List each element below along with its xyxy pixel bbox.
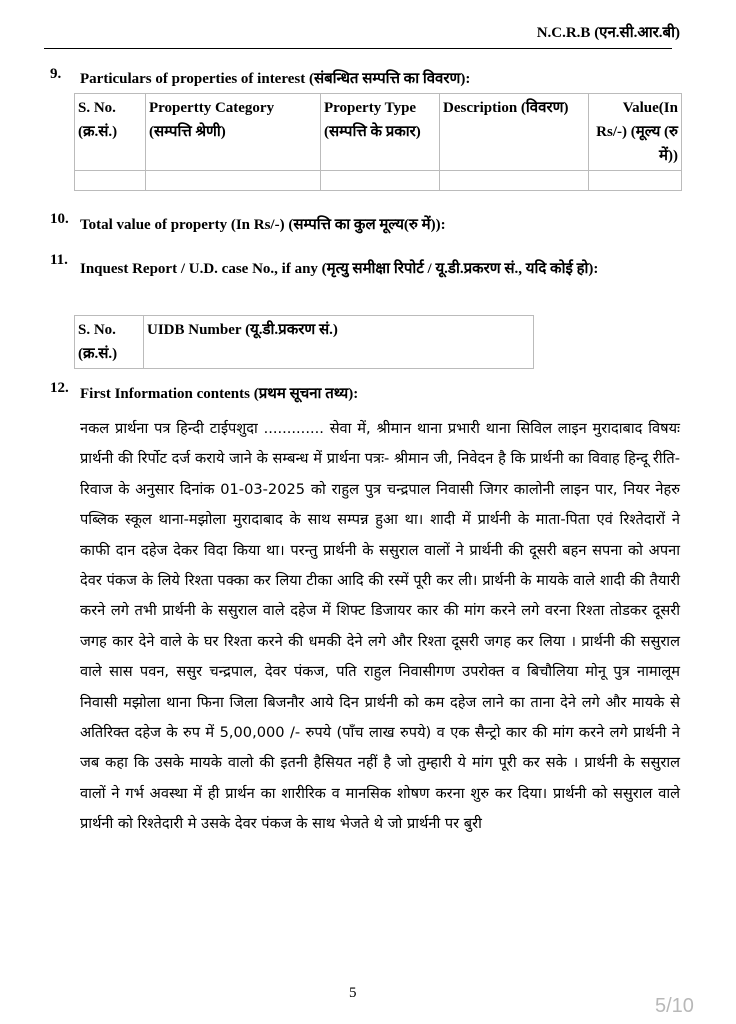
section-10-number: 10. — [50, 211, 69, 227]
page-indicator: 5/10 — [655, 995, 694, 1017]
inquest-table-header — [75, 316, 534, 369]
table-cell — [146, 171, 321, 191]
col-uidb-number: UIDB Number (यू.डी.प्रकरण सं.) — [144, 316, 534, 369]
col-category: Propertty Category (सम्पत्ति श्रेणी) — [146, 94, 321, 171]
inquest-table — [74, 315, 534, 369]
col-s-no: S. No. (क्र.सं.) — [75, 94, 146, 171]
section-11-number: 11. — [50, 252, 68, 268]
header-divider — [44, 48, 672, 49]
section-12-title: First Information contents (प्रथम सूचना तथ्य): — [80, 386, 359, 402]
fir-content-text: नकल प्रार्थना पत्र हिन्दी टाईपशुदा ............. सेवा में, श्रीमान थाना प्रभारी थाना सिविल लाइन मुरादाबाद विषयः प्रार्थनी की रिर्पोट दर्ज कराये जाने के सम्बन्ध में प्रार्थना पत्रः- श्रीमान जी, निवेदन है कि प्रार्थनी का विवाह हिन्दू रीति-रिवाज के अनुसार दिनांक 01-03-2025 को राहुल पुत्र चन्द्रपाल निवासी जिगर कालोनी लाइन पार, नियर नेहरु पब्लिक स्कूल थाना-मझोला मुरादाबाद के साथ सम्पन्न हुआ था। शादी में प्रार्थनी के माता-पिता एवं रिश्तेदारों ने काफी दान दहेज देकर विदा किया था। परन्तु प्रार्थनी के ससुराल वालों ने प्रार्थनी की दूसरी बहन सपना को अपना देवर पंकज के लिये रिश्ता पक्का कर लिया टीका आदि की रस्में पूरी कर ली। प्रार्थनी के मायके वाले शादी की तैयारी करने लगे तभी प्रार्थनी के ससुराल वाले दहेज में शिफ्ट डिजायर कार की मांग करने लगे वरना रिश्ता तोडकर दूसरी जगह कार देने वाले के घर रिश्ता करने की धमकी देने लगे और रिश्ता दूसरी जगह कर लिया । प्रार्थनी की ससुराल वाले सास पवन, ससुर चन्द्रपाल, देवर पंकज, पति राहुल निवासीगण उपरोक्त व बिचौलिया मोनू पुत्र नामालूम निवासी मझोला थाना फिना जिला बिजनौर आये दिन प्रार्थनी को कम दहेज लाने का ताना देने लगे और मायके से अतिरिक्त दहेज के रुप में 5,00,000 /- रुपये (पाँच लाख रुपये) व एक सैन्ट्रो कार की मांग करने लगे प्रार्थनी ने जब कहा कि उसके मायके वालो की इतनी हैसियत नहीं है जो तुम्हारी ये मांग पूरी कर सके । प्रार्थनी के ससुराल वालों ने गर्भ अवस्था में ही प्रार्थन का शारीरिक व मानसिक शोषण करना शुरु कर दिया। प्रार्थनी को ससुराल वाले प्रार्थनी को रिश्तेदारी मे उसके देवर पंकज के साथ भेजते थे जो प्रार्थनी पर बुरी — [80, 420, 680, 833]
section-11-title: Inquest Report / U.D. case No., if any (मृत्यु समीक्षा रिपोर्ट / यू.डी.प्रकरण सं., यदि कोई हो): — [80, 261, 599, 277]
table-cell — [321, 171, 440, 191]
section-12-number: 12. — [50, 380, 69, 396]
col-description: Description (विवरण) — [440, 94, 589, 171]
table-cell — [440, 171, 589, 191]
properties-table-header — [75, 94, 682, 171]
section-9-number: 9. — [50, 66, 62, 82]
section-9-title: Particulars of properties of interest (संबन्धित सम्पत्ति का विवरण): — [80, 71, 471, 87]
col-value: Value(In Rs/-) (मूल्य (रु में)) — [589, 94, 682, 171]
properties-table — [74, 93, 682, 191]
table-cell — [75, 171, 146, 191]
header-agency: N.C.R.B (एन.सी.आर.बी) — [536, 25, 680, 41]
col-type: Property Type (सम्पत्ति के प्रकार) — [321, 94, 440, 171]
col-s-no: S. No. (क्र.सं.) — [75, 316, 144, 369]
table-cell — [589, 171, 682, 191]
table-row — [75, 171, 682, 191]
page-number: 5 — [349, 985, 357, 1001]
section-10-title: Total value of property (In Rs/-) (सम्पत्ति का कुल मूल्य(रु में)): — [80, 217, 446, 233]
